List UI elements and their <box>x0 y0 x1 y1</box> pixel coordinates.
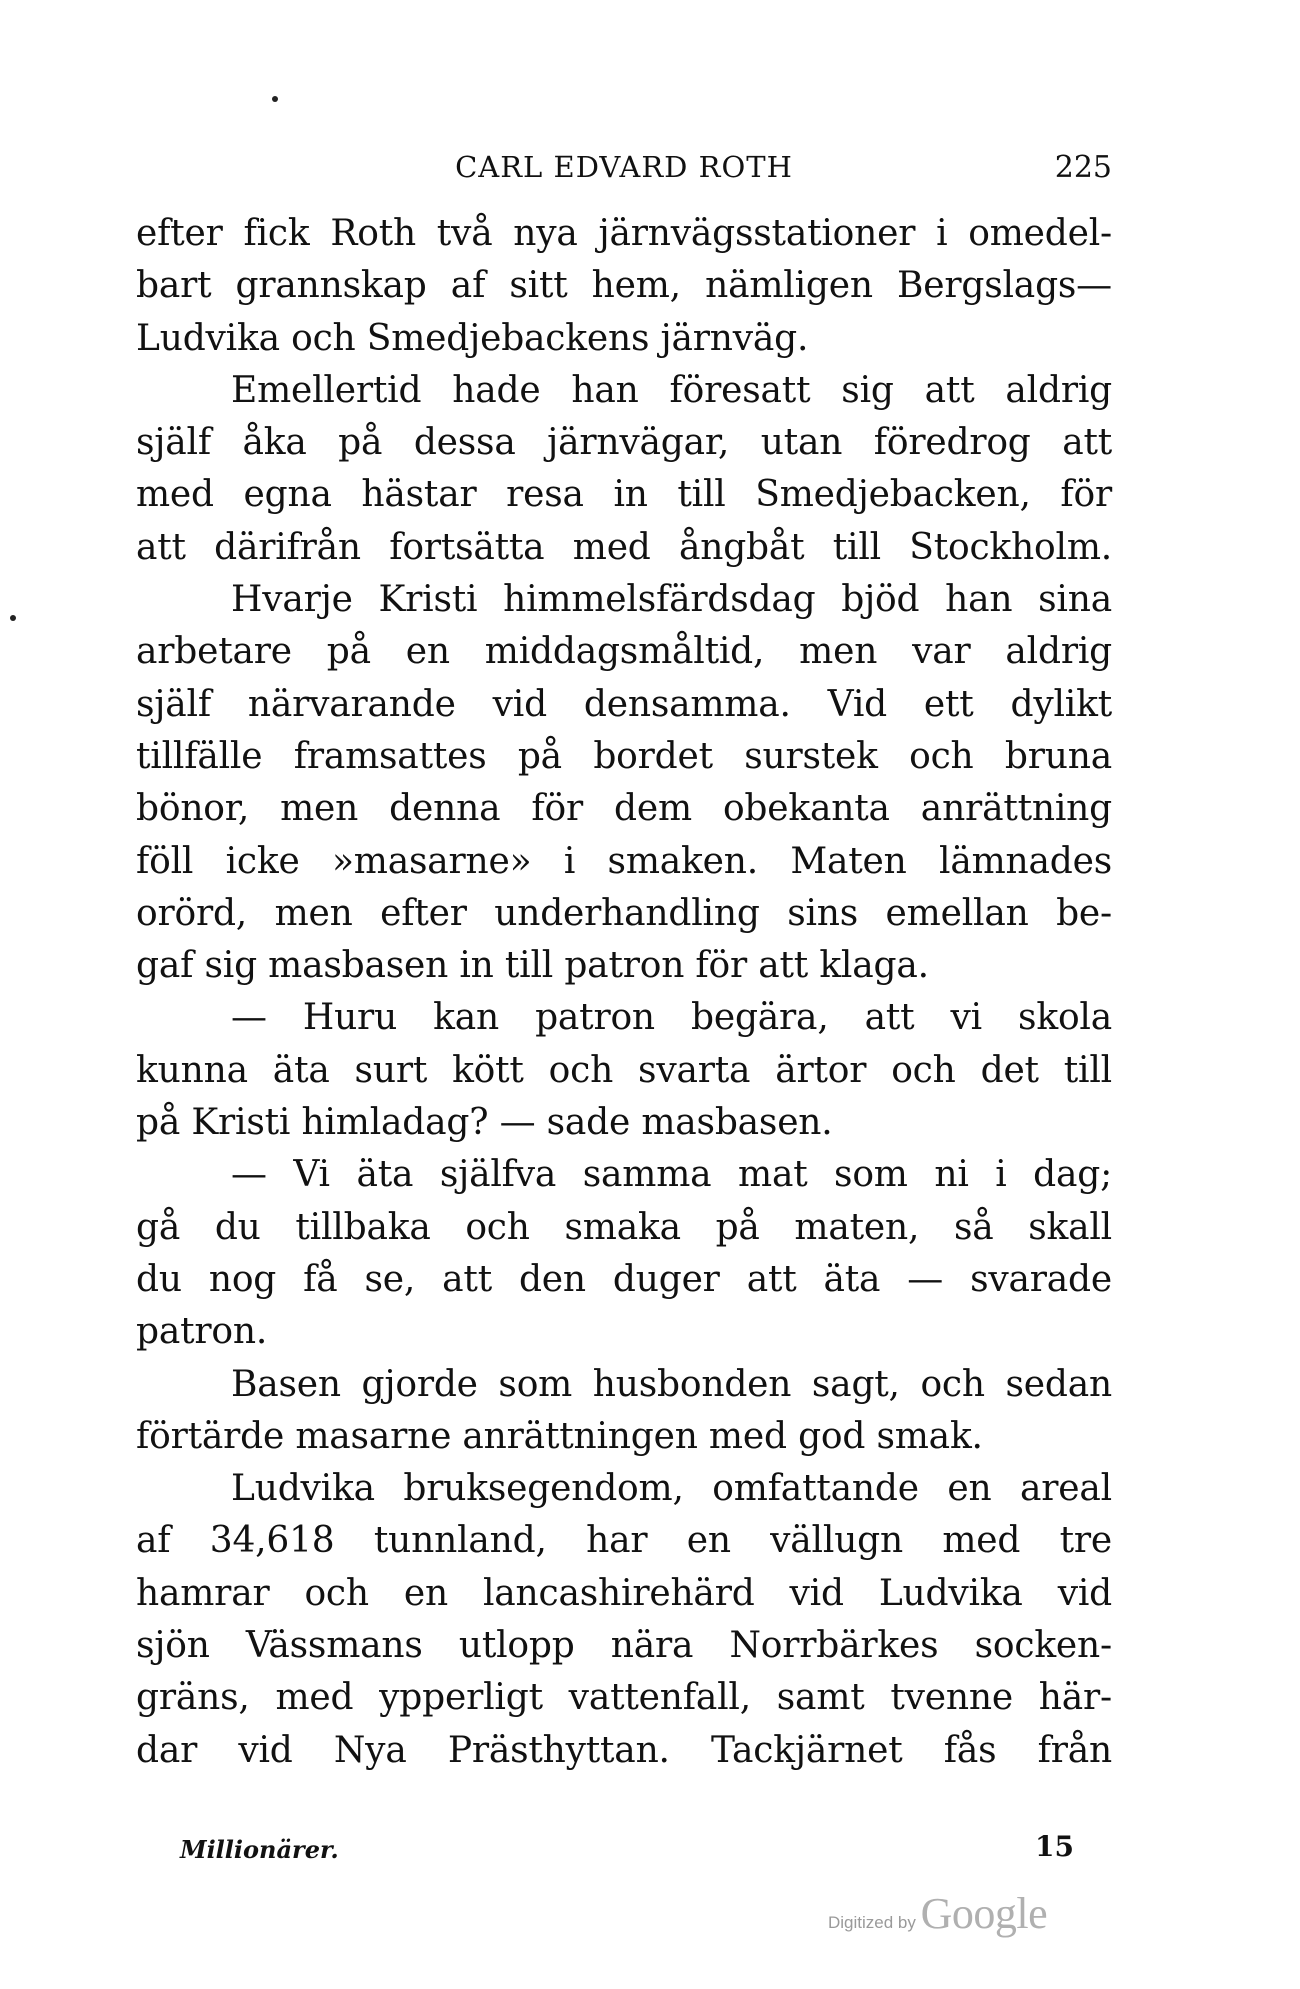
signature-number: 15 <box>1035 1830 1074 1863</box>
signature-mark: Millionärer. <box>180 1835 339 1864</box>
watermark-brand: Google <box>920 1889 1048 1938</box>
text-line: Ludvika bruksegendom, omfattande en areal <box>231 1468 1112 1510</box>
text-line: Ludvika och Smedjebackens järnväg. <box>136 317 809 359</box>
text-line: Emellertid hade han föresatt sig att aldrig <box>231 369 1112 411</box>
text-line: föll icke »masarne» i smaken. Maten lämnades <box>136 840 1112 882</box>
body-text <box>136 208 1112 1777</box>
text-line: Basen gjorde som husbonden sagt, och sedan <box>231 1363 1112 1405</box>
text-line: själf åka på dessa järnvägar, utan föredrog att <box>136 422 1112 464</box>
text-line: patron. <box>136 1311 268 1353</box>
text-line: sjön Vässmans utlopp nära Norrbärkes socken- <box>136 1625 1112 1667</box>
watermark-prefix: Digitized by <box>828 1913 921 1932</box>
stray-ink-dot <box>10 615 16 621</box>
text-line: bönor, men denna för dem obekanta anrättning <box>136 788 1112 830</box>
text-line: af 34,618 tunnland, har en vällugn med tre <box>136 1520 1112 1562</box>
running-title: CARL EDVARD ROTH <box>455 150 793 184</box>
text-line: — Vi äta själfva samma mat som ni i dag; <box>231 1154 1112 1196</box>
text-line: efter fick Roth två nya järnvägsstationer i omedel- <box>136 213 1112 254</box>
text-line: du nog få se, att den duger att äta — svarade <box>136 1258 1112 1300</box>
text-line: på Kristi himladag? — sade masbasen. <box>136 1102 833 1144</box>
running-head <box>136 150 1112 190</box>
text-line: gräns, med ypperligt vattenfall, samt tvenne här- <box>136 1677 1112 1719</box>
text-line: gå du tillbaka och smaka på maten, så skall <box>136 1206 1112 1248</box>
digitization-watermark <box>828 1888 1047 1939</box>
text-line: hamrar och en lancashirehärd vid Ludvika vid <box>136 1572 1112 1614</box>
text-line: gaf sig masbasen in till patron för att klaga. <box>136 945 929 987</box>
text-line: bart grannskap af sitt hem, nämligen Bergslags— <box>136 265 1112 307</box>
page-number: 225 <box>1054 150 1112 185</box>
text-line: Hvarje Kristi himmelsfärdsdag bjöd han sina <box>231 579 1112 621</box>
text-line: — Huru kan patron begära, att vi skola <box>231 997 1112 1039</box>
text-line: kunna äta surt kött och svarta ärtor och det till <box>136 1049 1112 1091</box>
text-line: dar vid Nya Prästhyttan. Tackjärnet fås från <box>136 1729 1112 1771</box>
text-line: förtärde masarne anrättningen med god smak. <box>136 1415 983 1457</box>
text-line: med egna hästar resa in till Smedjebacken, för <box>136 474 1112 516</box>
stray-ink-dot <box>272 96 278 102</box>
text-line: själf närvarande vid densamma. Vid ett dylikt <box>136 683 1112 725</box>
text-line: arbetare på en middagsmåltid, men var aldrig <box>136 631 1112 673</box>
text-line: orörd, men efter underhandling sins emellan be- <box>136 892 1112 934</box>
text-line: att därifrån fortsätta med ångbåt till Stockholm. <box>136 526 1112 568</box>
text-line: tillfälle framsattes på bordet surstek och bruna <box>136 735 1112 777</box>
